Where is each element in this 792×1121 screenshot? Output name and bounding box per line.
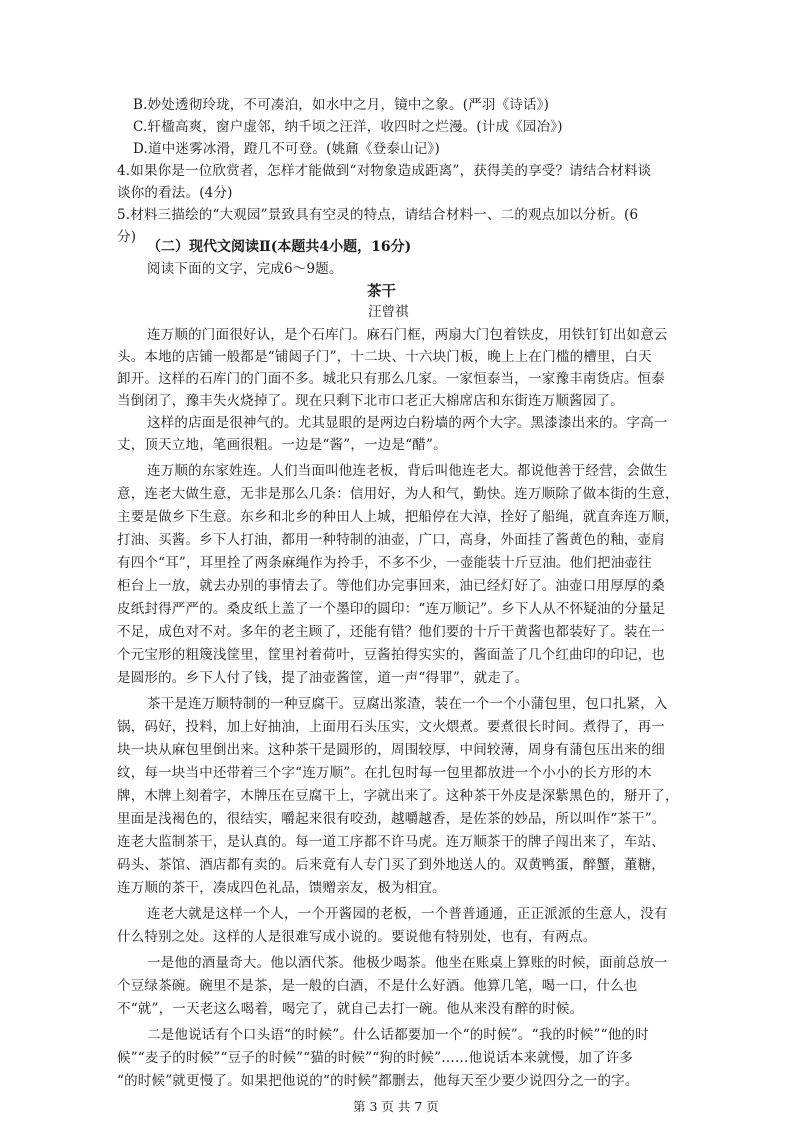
page-footer: 第 3 页 共 7 页: [353, 1099, 439, 1114]
body-line: 锅，码好，投料，加上好抽油，上面用石头压实，文火煨煮。要煮很长时间。煮得了，再一: [117, 719, 665, 735]
body-line: “的时候”就更慢了。如果把他说的“的时候”都删去，他每天至少要少说四分之一的字。: [117, 1073, 639, 1089]
body-line: 是圆形的。乡下人付了钱，提了油壶酱筐，道一声“得罪”，就走了。: [117, 670, 529, 686]
body-line: 主要是做乡下生意。东乡和北乡的种田人上城，把船停在大淖，拴好了船绳，就直奔连万顺，: [117, 509, 679, 525]
body-line: 块一块从麻包里倒出来。这种茶干是圆形的，周围较厚，中间较薄，周身有蒲包压出来的细: [117, 742, 665, 758]
body-line: 纹，每一块当中还带着三个字“连万顺”。在扎包时每一包里都放进一个小小的长方形的木: [117, 765, 652, 781]
question-5-line-1: 5.材料三描绘的“大观园”景致具有空灵的特点，请结合材料一、二的观点加以分析。(6: [117, 207, 639, 223]
body-line: 里面是浅褐色的，很结实，嚼起来很有咬劲，越嚼越香，是佐茶的妙品，所以叫作“茶干”。: [117, 811, 666, 827]
body-line: 个豆绿茶碗。碗里不是茶，是一般的白酒，不是什么好酒。他算几笔，喝一口，什么也: [117, 978, 638, 994]
body-line: 码头、茶馆、酒店都有卖的。后来竟有人专门买了到外地送人的。双黄鸭蛋，醉蟹，董糖，: [117, 857, 665, 873]
body-line: 一是他的酒量奇大。他以酒代茶。他极少喝茶。他坐在账桌上算账的时候，面前总放一: [147, 955, 668, 971]
option-c: C.轩楹高爽，窗户虚邻，纳千顷之汪洋，收四时之烂漫。(计成《园冶》): [133, 119, 563, 135]
body-line: 柜台上一放，就去办别的事情去了。等他们办完事回来，油已经灯好了。油壶口用厚厚的桑: [117, 578, 665, 594]
body-line: 候”“麦子的时候”“豆子的时候”“猫的时候”“狗的时候”……他说话本来就慢，加了许多: [117, 1050, 634, 1066]
body-line: 卸开。这样的石库门的门面不多。城北只有那么几家。一家恒泰当，一家豫丰南货店。恒泰: [117, 371, 665, 387]
article-title: 茶干: [367, 283, 396, 300]
body-line: 皮纸封得严严的。桑皮纸上盖了一个墨印的圆印：“连万顺记”。乡下人从不怀疑油的分量足: [117, 601, 666, 617]
article-author: 汪曾祺: [368, 304, 409, 320]
body-line: 牌，木牌上刻着字，木牌压在豆腐干上，字就出来了。这种茶干外皮是深紫黑色的，掰开了，: [117, 788, 679, 804]
option-d: D.道中迷雾冰滑，蹬几不可登。(姚鼐《登泰山记》): [133, 141, 440, 157]
body-line: 连老大就是这样一个人，一个开酱园的老板，一个普普通通，正正派派的生意人，没有: [147, 906, 668, 922]
body-line: 不“就”，一天老这么喝着，喝完了，就自己去打一碗。他从来没有醉的时候。: [117, 1001, 584, 1017]
question-5-line-2: 分): [117, 229, 137, 245]
body-line: 个元宝形的粗篾浅筐里，筐里衬着荷叶，豆酱拍得实实的，酱面盖了几个红曲印的印记，也: [117, 647, 665, 663]
body-line: 这样的店面是很神气的。尤其显眼的是两边白粉墙的两个大字。黑漆漆出来的。字高一: [147, 415, 668, 431]
body-line: 连万顺的东家姓连。人们当面叫他连老板，背后叫他连老大。都说他善于经营，会做生: [147, 463, 668, 479]
body-line: 不足，成色对不对。多年的老主顾了，还能有错？他们要的十斤干黄酱也都装好了。装在一: [117, 624, 665, 640]
question-4-line-1: 4.如果你是一位欣赏者，怎样才能做到“对物象造成距离”，获得美的享受？请结合材料谈: [117, 163, 652, 179]
body-line: 头。本地的店铺一般都是“铺闼子门”，十二块、十六块门板，晚上上在门槛的槽里，白天: [117, 349, 652, 365]
body-line: 连万顺的茶干，凑成四色礼品，馈赠亲友，极为相宜。: [117, 880, 446, 896]
body-line: 丈，顶天立地，笔画很粗。一边是“酱”，一边是“醋”。: [117, 437, 447, 453]
body-line: 有四个“耳”，耳里拴了两条麻绳作为拎手，不多不少，一壶能装十斤豆油。他们把油壶往: [117, 555, 652, 571]
body-line: 茶干是连万顺特制的一种豆腐干。豆腐出浆渣，装在一个一个小蒲包里，包口扎紧，入: [147, 696, 668, 712]
body-line: 连万顺的门面很好认，是个石库门。麻石门框，两扇大门包着铁皮，用铁钉钉出如意云: [147, 327, 668, 343]
option-b: B.妙处透彻玲珑，不可凑泊，如水中之月，镜中之象。(严羽《诗话》): [133, 97, 550, 113]
body-line: 当倒闭了，豫丰失火烧掉了。现在只剩下北市口老正大棉席店和东街连万顺酱园了。: [117, 393, 624, 409]
section-instruction: 阅读下面的文字，完成6～9题。: [147, 261, 343, 277]
body-line: 什么特别之处。这样的人是很难写成小说的。要说他有特别处，也有，有两点。: [117, 929, 597, 945]
body-line: 二是他说话有个口头语“的时候”。什么话都要加一个“的时候”。“我的时候”“他的时: [147, 1027, 649, 1043]
section-heading: （二）现代文阅读Ⅱ(本题共4小题，16分): [147, 239, 412, 255]
question-4-line-2: 谈你的看法。(4分): [117, 185, 233, 201]
body-line: 打油、买酱。乡下人打油，都用一种特制的油壶，广口，高身，外面挂了酱黄色的釉，壶肩: [117, 532, 665, 548]
body-line: 意，连老大做生意，无非是那么几条：信用好，为人和气，勤快。连万顺除了做本街的生意，: [117, 486, 679, 502]
body-line: 连老大监制茶干，是认真的。每一道工序都不许马虎。连万顺茶干的牌子闯出来了，车站、: [117, 834, 665, 850]
